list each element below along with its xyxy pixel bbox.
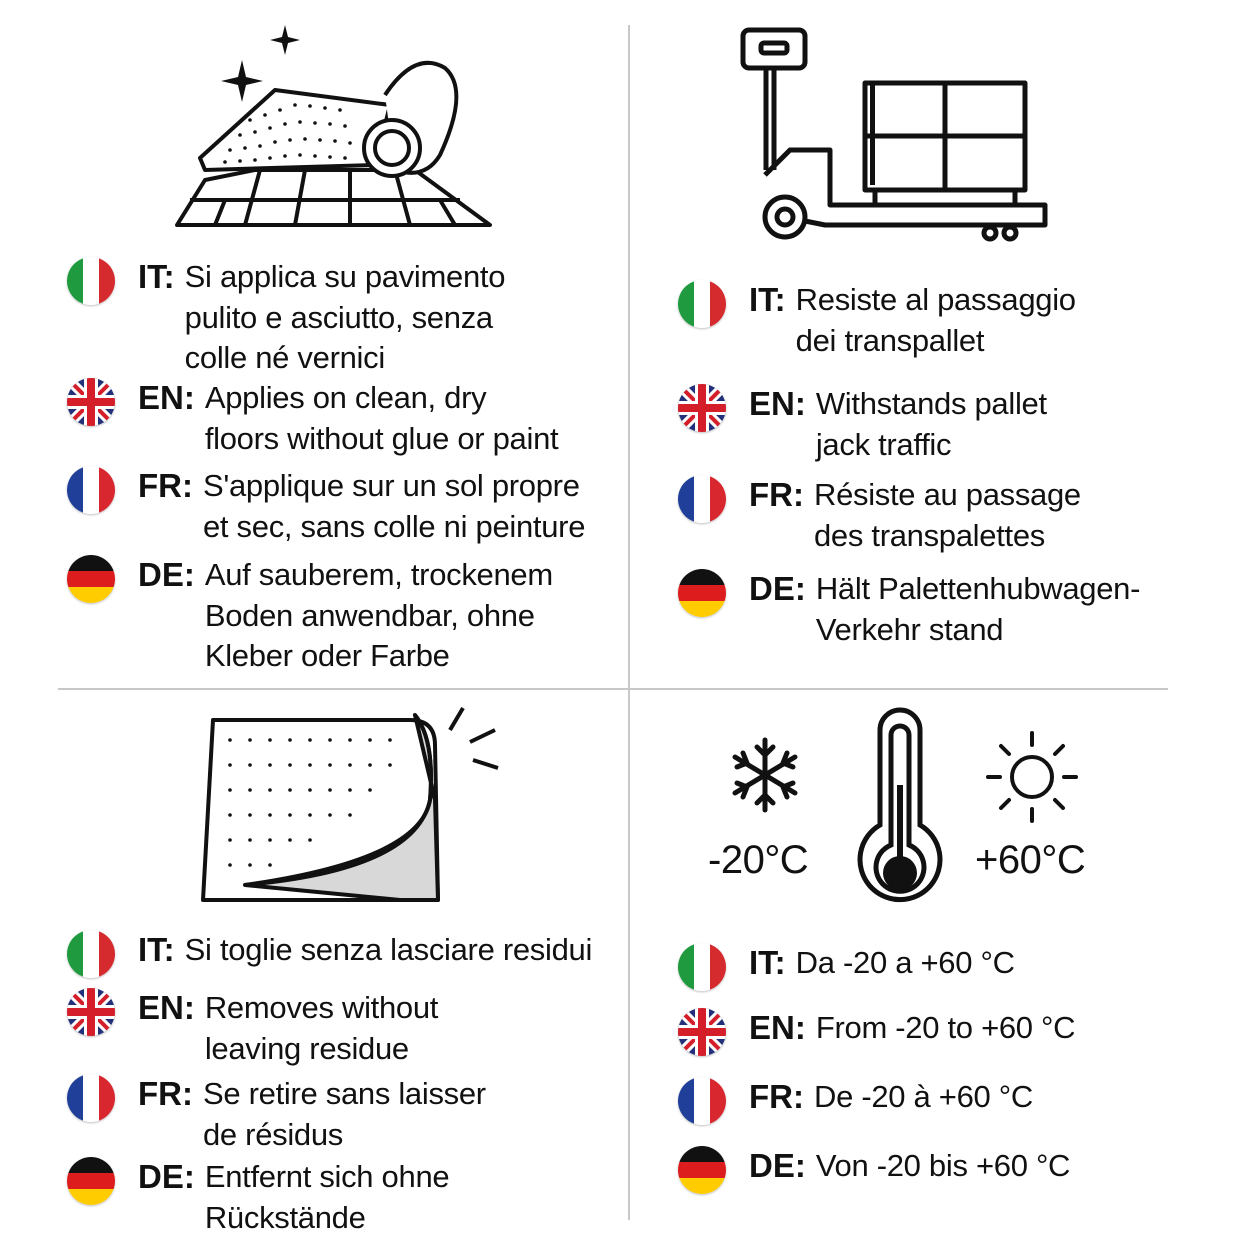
france-flag-icon [67, 1074, 115, 1122]
entry-it [678, 280, 1076, 361]
pallet-jack-icon [735, 25, 1055, 245]
entry-de [67, 555, 553, 677]
language-code: FR: [138, 467, 193, 504]
language-code: DE: [749, 570, 806, 607]
germany-flag-icon [67, 555, 115, 603]
language-code: DE: [138, 556, 195, 593]
entry-text: Von -20 bis +60 °C [815, 1148, 1071, 1183]
vertical-divider [628, 25, 630, 1220]
entry-en [678, 1008, 1075, 1056]
language-code: IT: [749, 281, 786, 318]
entry-de [678, 1146, 1070, 1194]
entry-en [67, 988, 438, 1069]
language-code: FR: [749, 1078, 804, 1115]
language-code: EN: [749, 385, 806, 422]
language-code: EN: [749, 1009, 806, 1046]
entry-en [678, 384, 1047, 465]
italy-flag-icon [67, 930, 115, 978]
horizontal-divider [58, 688, 1168, 690]
language-code: IT: [749, 944, 786, 981]
germany-flag-icon [67, 1157, 115, 1205]
entry-it [678, 943, 1015, 991]
entry-text: Si toglie senza lasciare residui [184, 932, 593, 967]
entry-text: Auf sauberem, trockenem Boden anwendbar, ohne Kleber oder Farbe [204, 557, 553, 673]
italy-flag-icon [678, 943, 726, 991]
france-flag-icon [678, 1077, 726, 1125]
entry-text: Si applica su pavimento pulito e asciutto, senza colle né vernici [184, 259, 506, 375]
peeling-sheet-icon [195, 700, 505, 910]
language-code: EN: [138, 989, 195, 1026]
language-code: DE: [138, 1158, 195, 1195]
min-temperature-label: -20°C [708, 838, 809, 882]
entry-fr [678, 475, 1081, 556]
germany-flag-icon [678, 569, 726, 617]
thermometer-icon [855, 705, 945, 920]
france-flag-icon [67, 466, 115, 514]
uk-flag-icon [678, 1008, 726, 1056]
language-code: DE: [749, 1147, 806, 1184]
entry-it [67, 930, 592, 978]
uk-flag-icon [67, 378, 115, 426]
entry-text: S'applique sur un sol propre et sec, sans colle ni peinture [202, 468, 586, 544]
language-code: FR: [749, 476, 804, 513]
rug-on-tiled-floor-icon [170, 20, 500, 235]
entry-text: Resiste al passaggio dei transpallet [795, 282, 1076, 358]
entry-de [67, 1157, 449, 1238]
entry-de [678, 569, 1140, 650]
snowflake-icon [725, 735, 805, 815]
italy-flag-icon [678, 280, 726, 328]
language-code: EN: [138, 379, 195, 416]
entry-text: Withstands pallet jack traffic [815, 386, 1047, 462]
entry-text: Résiste au passage des transpalettes [813, 477, 1081, 553]
entry-fr [67, 466, 585, 547]
max-temperature-label: +60°C [975, 838, 1086, 882]
entry-text: Hält Palettenhubwagen- Verkehr stand [815, 571, 1141, 647]
entry-text: Se retire sans laisser de résidus [202, 1076, 486, 1152]
entry-text: Da -20 a +60 °C [795, 945, 1015, 980]
entry-text: De -20 à +60 °C [813, 1079, 1033, 1114]
uk-flag-icon [678, 384, 726, 432]
entry-text: Applies on clean, dry floors without glue or paint [204, 380, 559, 456]
entry-text: Removes without leaving residue [204, 990, 439, 1066]
sun-icon [985, 730, 1080, 825]
germany-flag-icon [678, 1146, 726, 1194]
language-code: IT: [138, 931, 175, 968]
uk-flag-icon [67, 988, 115, 1036]
france-flag-icon [678, 475, 726, 523]
language-code: FR: [138, 1075, 193, 1112]
entry-text: Entfernt sich ohne Rückstände [204, 1159, 450, 1235]
entry-en [67, 378, 558, 459]
entry-fr [678, 1077, 1033, 1125]
entry-fr [67, 1074, 486, 1155]
entry-text: From -20 to +60 °C [815, 1010, 1076, 1045]
entry-it [67, 257, 505, 379]
italy-flag-icon [67, 257, 115, 305]
language-code: IT: [138, 258, 175, 295]
